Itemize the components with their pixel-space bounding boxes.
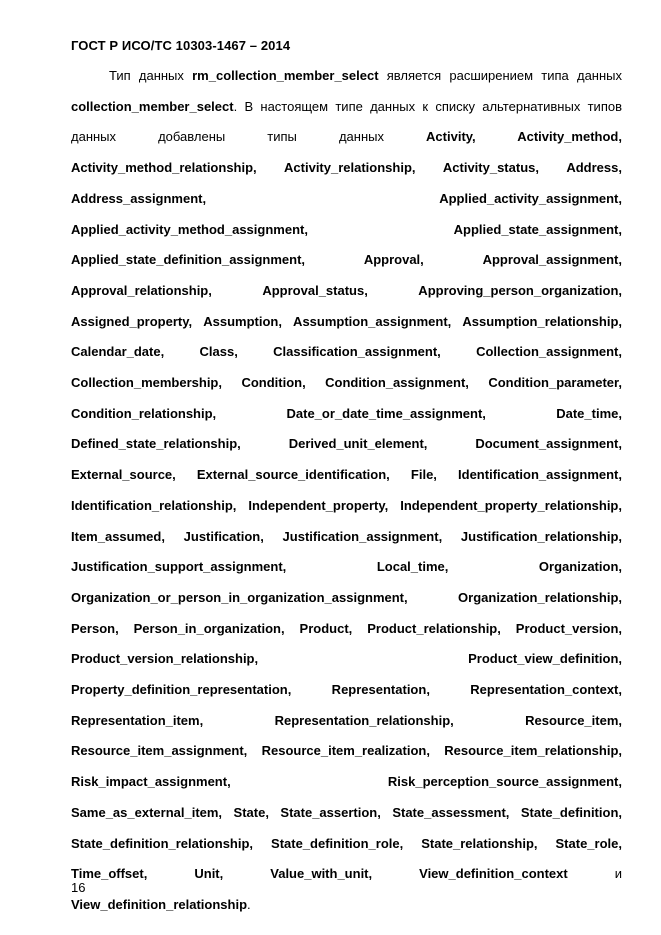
text-intro: Тип данных — [109, 68, 193, 83]
body-paragraph — [71, 61, 622, 921]
text-conjunction: и — [567, 866, 623, 882]
type-name: rm_collection_member_select — [192, 68, 379, 83]
document-header: ГОСТ Р ИСО/ТС 10303-1467 – 2014 — [71, 38, 291, 53]
text-added: . В настоящем типе данных к списку альтернативных типов данных добавлены типы данных — [71, 98, 622, 145]
text-extension: является расширением типа данных — [378, 68, 622, 83]
text-end: . — [247, 896, 251, 912]
added-types-list: Activity, Activity_method, Activity_method_relationship, Activity_relationship, Activity_status, Address, Address_assignment, Applied_activity_assignment, Applied_activity_method_assignment, Applied_state_assignment, Applied_state_definition_assignment, Approval, Approval_assignment, Approval_relationship, Approval_status, Approving_person_organization, Assigned_property, Assumption, Assumption_assignment, Assumption_relationship, Calendar_date, Class, Classification_assignment, Collection_assignment, Collection_membership, Condition, Condition_assignment, Condition_parameter, Condition_relationship, Date_or_date_time_assignment, Date_time, Defined_state_relationship, Derived_unit_element, Document_assignment, External_source, External_source_identification, File, Identification_assignment, Identification_relationship, Independent_property, Independent_property_relationship, Item_assumed, Justification, Justification_assignment, Justification_relationship, Justification_support_assignment, Local_time, Organization, Organization_or_person_in_organization_assignment, Organization_relationship, Person, Person_in_organization, Product, Product_relationship, Product_version, Product_version_relationship, Product_view_definition, Property_definition_representation, Representation, Representation_context, Representation_item, Representation_relationship, Resource_item, Resource_item_assignment, Resource_item_realization, Resource_item_relationship, Risk_impact_assignment, Risk_perception_source_assignment, Same_as_external_item, State, State_assertion, State_assessment, State_definition, State_definition_relationship, State_definition_role, State_relationship, State_role, Time_offset, Unit, Value_with_unit, View_definition_context — [71, 129, 622, 882]
last-type-name: View_definition_relationship — [71, 896, 248, 912]
base-type-name: collection_member_select — [71, 98, 234, 114]
page-number: 16 — [71, 880, 86, 895]
